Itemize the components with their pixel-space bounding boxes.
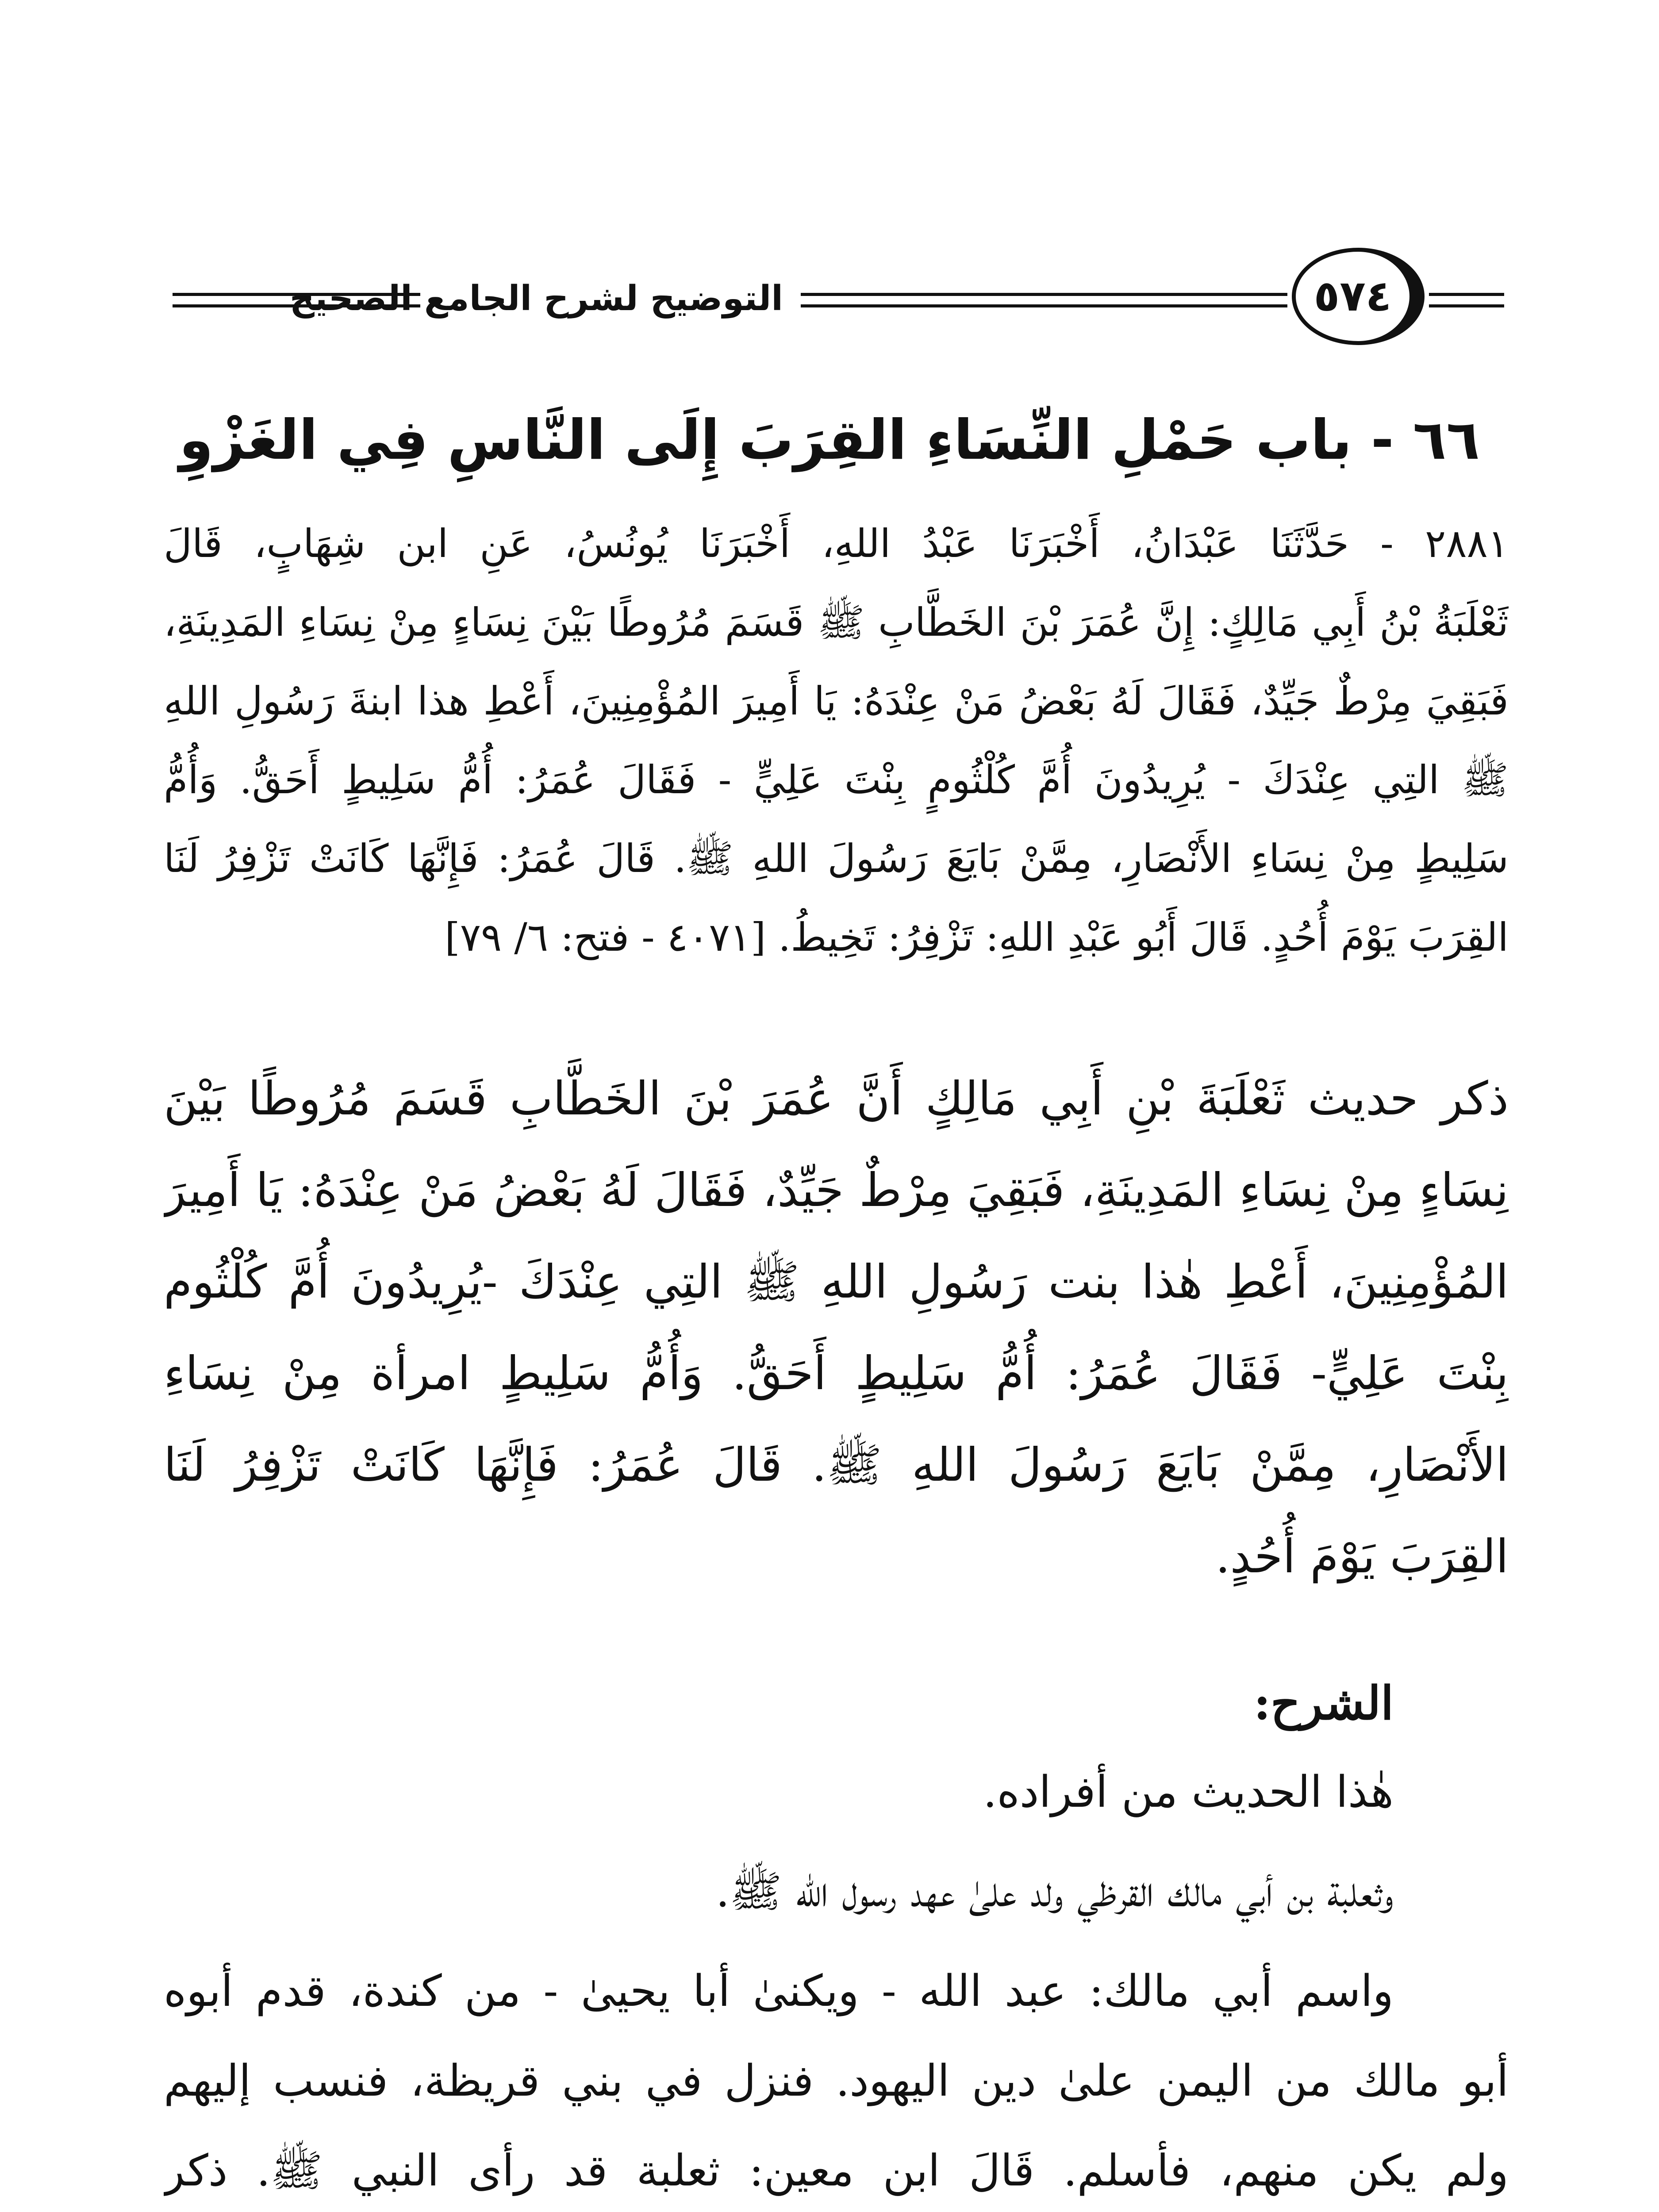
sharh-line: ولم يكن منهم، فأسلم. قَالَ ابن معين: ثعلبة قد رأى النبي ﷺ. ذكر xyxy=(164,2146,1509,2196)
commentary-line: الأَنْصَارِ، مِمَّنْ بَايَعَ رَسُولَ اللهِ ﷺ. قَالَ عُمَرُ: فَإِنَّهَا كَانَتْ تَزْفِرُ لَنَا xyxy=(164,1438,1509,1492)
chapter-heading: ٦٦ - باب حَمْلِ النِّسَاءِ القِرَبَ إِلَى النَّاسِ فِي الغَزْوِ xyxy=(179,408,1480,472)
header-rule-middle-bottom xyxy=(801,304,1287,307)
hadith-line: ﷺ التِي عِنْدَكَ - يُرِيدُونَ أُمَّ كُلْثُومٍ بِنْتَ عَلِيٍّ - فَقَالَ عُمَرُ: أُمُّ سَلِيطٍ أَحَقُّ. وَأُمُّ xyxy=(164,757,1509,803)
header-rule-right-top xyxy=(1429,293,1504,296)
header-rule-middle-top xyxy=(801,293,1287,296)
running-header xyxy=(155,248,1504,354)
header-rule-right-bottom xyxy=(1429,304,1504,307)
sharh-heading: الشرح: xyxy=(1253,1676,1394,1730)
commentary-line: القِرَبَ يَوْمَ أُحُدٍ. xyxy=(1215,1529,1509,1583)
hadith-line: ثَعْلَبَةُ بْنُ أَبِي مَالِكٍ: إِنَّ عُمَرَ بْنَ الخَطَّابِ ﷺ قَسَمَ مُرُوطًا بَيْنَ نِسَاءٍ مِنْ نِسَاءِ المَدِينَةِ، xyxy=(164,599,1509,645)
book-title: التوضيح لشرح الجامع الصحيح xyxy=(289,279,783,319)
hadith-line: ٢٨٨١ - حَدَّثَنَا عَبْدَانُ، أَخْبَرَنَا عَبْدُ اللهِ، أَخْبَرَنَا يُونُسُ، عَنِ ابن شِهَابٍ، قَالَ xyxy=(164,521,1509,566)
commentary-text xyxy=(164,1053,1509,1602)
hadith-text xyxy=(164,504,1509,977)
sharh-line: أبو مالك من اليمن علىٰ دين اليهود. فنزل في بني قريظة، فنسب إليهم xyxy=(164,2056,1509,2106)
commentary-line: ذكر حديث ثَعْلَبَةَ بْنِ أَبِي مَالِكٍ أَنَّ عُمَرَ بْنَ الخَطَّابِ قَسَمَ مُرُوطًا بَيْنَ xyxy=(164,1071,1509,1125)
page-number-badge: ٥٧٤ xyxy=(1292,248,1425,345)
sharh-line: هٰذا الحديث من أفراده. xyxy=(983,1767,1394,1817)
sharh-text xyxy=(164,1747,1509,2212)
commentary-line: نِسَاءٍ مِنْ نِسَاءِ المَدِينَةِ، فَبَقِيَ مِرْطٌ جَيِّدٌ، فَقَالَ لَهُ بَعْضُ مَنْ عِنْدَهُ: يَا أَمِيرَ xyxy=(164,1163,1509,1217)
sharh-line: وثعلبة بن أبي مالك القرظي ولد علىٰ عهد رسول الله ﷺ. xyxy=(716,1866,1394,1917)
commentary-line: المُؤْمِنِينَ، أَعْطِ هٰذا بنت رَسُولِ اللهِ ﷺ التِي عِنْدَكَ -يُرِيدُونَ أُمَّ كُلْثُوم xyxy=(164,1255,1509,1309)
commentary-line: بِنْتَ عَلِيٍّ- فَقَالَ عُمَرُ: أُمُّ سَلِيطٍ أَحَقُّ. وَأُمُّ سَلِيطٍ امرأة مِنْ نِسَاءِ xyxy=(164,1346,1509,1400)
sharh-line: واسم أبي مالك: عبد الله - ويكنىٰ أبا يحيىٰ - من كندة، قدم أبوه xyxy=(164,1966,1394,2016)
hadith-line: فَبَقِيَ مِرْطٌ جَيِّدٌ، فَقَالَ لَهُ بَعْضُ مَنْ عِنْدَهُ: يَا أَمِيرَ المُؤْمِنِينَ، أَعْطِ هذا ابنةَ رَسُولِ اللهِ xyxy=(164,678,1509,724)
hadith-line: سَلِيطٍ مِنْ نِسَاءِ الأَنْصَارِ، مِمَّنْ بَايَعَ رَسُولَ اللهِ ﷺ. قَالَ عُمَرُ: فَإِنَّهَا كَانَتْ تَزْفِرُ لَنَا xyxy=(164,836,1509,881)
hadith-line: القِرَبَ يَوْمَ أُحُدٍ. قَالَ أَبُو عَبْدِ اللهِ: تَزْفِرُ: تَخِيطُ. [٤٠٧١ - فتح: ٦/ ٧٩] xyxy=(445,914,1509,960)
